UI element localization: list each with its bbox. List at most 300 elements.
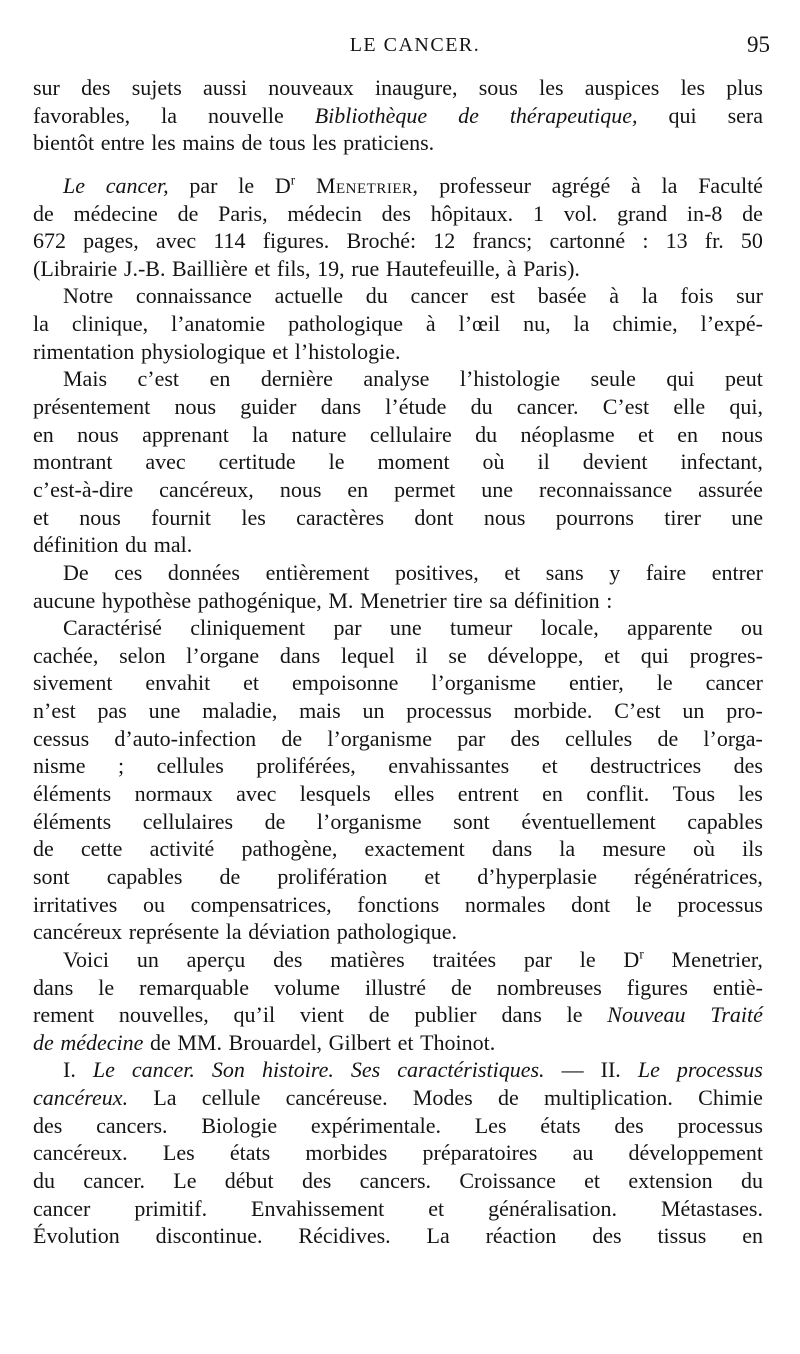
word <box>424 863 440 891</box>
text-fragment: des <box>381 200 411 226</box>
text-fragment: Envahissement <box>251 1195 385 1221</box>
word <box>556 504 634 532</box>
word <box>609 282 619 310</box>
text-fragment: : <box>642 228 649 254</box>
text-fragment: 1 <box>532 200 544 226</box>
word <box>241 504 265 532</box>
text-fragment: la <box>661 172 678 198</box>
text-fragment: morbides <box>305 1140 388 1166</box>
word <box>453 808 490 836</box>
text-fragment: Son <box>211 1057 245 1083</box>
text-line <box>33 448 763 476</box>
word <box>125 531 147 559</box>
text-fragment: francs; <box>472 228 533 254</box>
word <box>410 282 467 310</box>
word <box>33 227 66 255</box>
word <box>137 946 159 974</box>
text-fragment: cachée, <box>33 642 99 668</box>
word <box>33 863 70 891</box>
text-fragment: cancer. <box>83 1167 145 1193</box>
text-fragment: Chimie <box>698 1085 763 1111</box>
text-fragment: aperçu <box>186 946 246 972</box>
text-fragment: par <box>523 946 552 972</box>
text-fragment: avec <box>236 781 277 807</box>
text-line <box>33 421 763 449</box>
text-fragment: C’est <box>602 394 650 420</box>
text-fragment: certitude <box>218 449 296 475</box>
text-fragment: nous <box>483 504 526 530</box>
word <box>657 669 673 697</box>
word <box>145 669 210 697</box>
text-fragment: Métastases. <box>660 1195 763 1221</box>
text-line <box>63 946 763 974</box>
word <box>33 835 54 863</box>
word <box>479 74 518 102</box>
text-fragment: dans <box>279 642 321 668</box>
word <box>156 1222 263 1250</box>
word <box>119 642 165 670</box>
word <box>33 102 130 130</box>
word <box>539 476 672 504</box>
text-line <box>33 697 763 725</box>
text-fragment: Le <box>63 172 85 198</box>
text-fragment: D <box>274 172 291 198</box>
text-fragment: la <box>252 421 269 447</box>
text-fragment: D <box>623 946 640 972</box>
text-fragment: Faculté <box>698 172 763 198</box>
word <box>118 752 124 780</box>
word <box>569 669 624 697</box>
text-fragment: cancéreux <box>33 919 123 945</box>
text-fragment: développement <box>628 1140 763 1166</box>
text-fragment: nous <box>77 421 119 447</box>
text-fragment: de <box>657 725 679 751</box>
text-fragment: Biologie <box>201 1112 278 1138</box>
text-fragment: présentement <box>33 394 151 420</box>
word <box>134 1195 207 1223</box>
text-line <box>33 1222 763 1250</box>
text-fragment: — <box>561 1057 584 1083</box>
word <box>254 255 270 283</box>
text-fragment: l’œil <box>458 311 501 337</box>
word <box>317 255 345 283</box>
word <box>212 1056 245 1084</box>
word <box>177 1029 222 1057</box>
word <box>460 365 560 393</box>
word <box>213 227 245 255</box>
text-line <box>33 725 763 753</box>
word <box>397 1056 544 1084</box>
text-fragment: de <box>281 725 303 751</box>
text-fragment: envahit <box>145 670 211 696</box>
text-fragment: seule <box>590 366 636 392</box>
word <box>142 421 229 449</box>
word <box>481 476 513 504</box>
text-fragment: qui <box>668 102 697 128</box>
word <box>145 448 185 476</box>
text-fragment: nu, <box>523 311 551 337</box>
word <box>477 863 597 891</box>
word <box>646 559 686 587</box>
text-fragment: morbide. <box>513 698 593 724</box>
text-fragment: positives, <box>395 559 479 585</box>
word <box>433 946 497 974</box>
text-fragment: l’organe <box>186 642 260 668</box>
text-fragment: dont <box>571 891 611 917</box>
text-fragment: 12 <box>433 228 456 254</box>
word <box>666 365 694 393</box>
word <box>136 282 252 310</box>
text-fragment: médecine <box>73 200 158 226</box>
word <box>33 1112 62 1140</box>
text-fragment: par <box>333 615 362 641</box>
text-fragment: sur <box>33 75 60 100</box>
text-fragment: de <box>451 974 472 1000</box>
text-fragment: cellules <box>565 725 633 751</box>
word <box>584 1167 600 1195</box>
text-fragment: praticiens. <box>343 130 435 156</box>
text-fragment: et <box>541 753 558 779</box>
text-fragment: les <box>738 781 763 807</box>
word <box>484 504 526 532</box>
text-fragment: inaugure, <box>375 75 458 100</box>
text-fragment: discontinue. <box>155 1223 263 1249</box>
text-fragment: Menetrier, <box>671 946 763 972</box>
word <box>662 172 678 200</box>
word <box>189 172 217 200</box>
text-fragment: cliniquement <box>190 615 306 641</box>
word <box>141 338 266 366</box>
text-fragment: de <box>219 863 241 889</box>
text-fragment: se <box>448 642 467 668</box>
text-fragment: capables <box>687 808 763 834</box>
text-fragment: dont <box>414 504 454 530</box>
text-fragment: l’orga- <box>703 725 763 751</box>
word <box>398 1029 414 1057</box>
text-fragment: I. <box>63 1057 76 1083</box>
word <box>241 129 262 157</box>
word <box>539 74 563 102</box>
text-fragment: à <box>425 311 436 337</box>
word <box>329 1029 391 1057</box>
word <box>698 476 763 504</box>
word <box>274 974 340 1002</box>
text-fragment: rue <box>351 255 380 281</box>
word <box>139 974 249 1002</box>
text-fragment: et <box>397 1029 414 1055</box>
word <box>74 200 158 228</box>
word <box>388 752 509 780</box>
text-fragment: Modes <box>412 1085 473 1111</box>
text-line <box>33 310 763 338</box>
text-fragment: un <box>682 698 705 724</box>
word <box>741 227 763 255</box>
text-fragment: cancer <box>410 283 468 309</box>
text-fragment: extension <box>628 1167 713 1193</box>
word <box>369 1001 390 1029</box>
text-fragment: apprenant <box>142 421 229 447</box>
text-fragment: Baillière <box>172 255 248 281</box>
text-fragment: nouvelles, <box>118 1002 209 1028</box>
text-fragment: de <box>241 130 263 156</box>
word <box>617 200 667 228</box>
word <box>385 393 446 421</box>
word <box>33 310 49 338</box>
text-fragment: apparente <box>627 615 713 641</box>
word <box>607 1001 685 1029</box>
text-fragment: rement <box>33 1002 95 1028</box>
text-fragment: sujets <box>131 75 182 100</box>
text-fragment: représente <box>128 919 220 945</box>
word <box>540 1112 580 1140</box>
word <box>559 835 575 863</box>
word <box>220 863 241 891</box>
text-fragment: régénératrices, <box>634 863 763 889</box>
text-fragment: cartonné <box>549 228 626 254</box>
text-fragment: Bibliothèque <box>314 102 428 128</box>
text-fragment: Paris). <box>523 255 580 281</box>
text-line <box>33 476 763 504</box>
text-fragment: néoplasme <box>520 421 615 447</box>
word <box>178 200 199 228</box>
word <box>98 974 114 1002</box>
word <box>316 172 419 200</box>
text-fragment: le <box>635 891 652 917</box>
text-line <box>63 172 763 200</box>
superscript: r <box>639 946 644 962</box>
word <box>156 227 196 255</box>
text-fragment: une <box>481 476 513 502</box>
text-fragment: pages, <box>83 228 139 254</box>
text-line <box>33 669 763 697</box>
text-fragment: rimentation <box>33 338 135 364</box>
word <box>275 282 343 310</box>
text-line <box>33 1195 763 1223</box>
word <box>642 227 648 255</box>
word <box>299 697 341 725</box>
text-fragment: hôpitaux. <box>430 200 514 226</box>
text-fragment: un <box>362 698 385 724</box>
word <box>542 780 563 808</box>
word <box>261 365 333 393</box>
word <box>311 1112 441 1140</box>
page-number: 95 <box>747 32 770 57</box>
text-fragment: Le <box>92 1057 115 1083</box>
word <box>504 559 520 587</box>
text-fragment: M. <box>328 587 354 613</box>
text-fragment: du <box>470 394 493 420</box>
word <box>606 587 612 615</box>
word <box>693 835 715 863</box>
text-fragment: des <box>510 725 540 751</box>
text-fragment: tumeur <box>450 615 513 641</box>
text-fragment: multiplication. <box>543 1085 673 1111</box>
word <box>523 310 551 338</box>
word <box>63 559 89 587</box>
word <box>292 421 347 449</box>
text-fragment: pathogène, <box>241 836 338 862</box>
text-fragment: définition <box>33 532 119 558</box>
text-line <box>63 1056 763 1084</box>
word <box>33 974 73 1002</box>
word <box>657 725 678 753</box>
word <box>736 282 763 310</box>
word <box>360 1167 431 1195</box>
text-fragment: cessus <box>33 725 90 751</box>
text-fragment: Les <box>162 1140 195 1166</box>
word <box>101 129 145 157</box>
word <box>33 338 134 366</box>
word <box>102 587 191 615</box>
word <box>161 102 177 130</box>
word <box>457 725 485 753</box>
text-line <box>33 891 763 919</box>
word <box>465 891 546 919</box>
text-fragment: le <box>238 172 255 198</box>
text-fragment: c’est <box>137 366 180 392</box>
word <box>661 1195 763 1223</box>
word <box>219 448 296 476</box>
text-fragment: connaissance <box>135 283 252 309</box>
word <box>614 1112 643 1140</box>
text-fragment: bientôt <box>33 130 95 156</box>
word <box>501 1001 541 1029</box>
text-fragment: permet <box>394 476 456 502</box>
word <box>275 172 295 200</box>
word <box>333 614 361 642</box>
text-fragment: figures <box>626 974 688 1000</box>
text-fragment: états <box>540 1112 581 1138</box>
word <box>492 835 532 863</box>
word <box>236 780 276 808</box>
word <box>230 1139 270 1167</box>
text-fragment: cette <box>80 836 123 862</box>
text-fragment: processus <box>677 1112 763 1138</box>
word <box>710 1001 763 1029</box>
word <box>491 282 515 310</box>
word <box>609 559 620 587</box>
word <box>33 1029 54 1057</box>
text-fragment: : <box>606 587 613 613</box>
text-fragment: entre <box>100 130 145 156</box>
text-fragment: en <box>347 476 369 502</box>
text-line <box>33 587 763 615</box>
word <box>677 1056 763 1084</box>
word <box>614 697 660 725</box>
word <box>627 974 688 1002</box>
word <box>287 200 362 228</box>
word <box>33 808 111 836</box>
word <box>636 891 652 919</box>
text-fragment: développe, <box>487 642 584 668</box>
word <box>533 200 544 228</box>
text-fragment: début <box>224 1167 274 1193</box>
word <box>641 642 669 670</box>
text-fragment: en <box>33 421 54 447</box>
word <box>427 1222 450 1250</box>
word <box>439 172 531 200</box>
text-fragment: nouveaux <box>268 75 354 100</box>
word <box>666 227 688 255</box>
text-fragment: maladie, <box>202 698 278 724</box>
text-fragment: processus <box>677 891 763 917</box>
word <box>33 476 133 504</box>
word <box>413 1084 473 1112</box>
word <box>124 255 166 283</box>
text-fragment: illustré <box>364 974 427 1000</box>
text-fragment: ou <box>740 615 763 641</box>
word <box>163 1139 195 1167</box>
text-fragment: les <box>241 504 266 530</box>
word <box>295 338 401 366</box>
text-fragment: ; <box>118 753 125 779</box>
word <box>377 448 449 476</box>
word <box>514 587 600 615</box>
word <box>234 1001 276 1029</box>
text-fragment: des <box>33 1112 63 1138</box>
text-fragment: envahissantes <box>388 753 510 779</box>
text-fragment: chimie, <box>612 311 678 337</box>
text-fragment: il <box>537 449 550 475</box>
word <box>725 365 763 393</box>
text-line <box>33 200 763 228</box>
text-fragment: cancer <box>33 1195 91 1221</box>
word <box>562 1056 584 1084</box>
text-fragment: processus <box>406 698 492 724</box>
text-line <box>33 1167 763 1195</box>
word <box>475 421 497 449</box>
word <box>701 310 763 338</box>
text-fragment: la <box>559 836 576 862</box>
text-fragment: entiè- <box>712 974 763 1000</box>
word <box>151 129 175 157</box>
word <box>149 697 181 725</box>
word <box>738 780 762 808</box>
text-fragment: tous <box>268 130 306 156</box>
text-fragment: capables <box>106 863 183 889</box>
text-fragment: nous <box>174 394 217 420</box>
word <box>33 1222 120 1250</box>
word <box>459 310 501 338</box>
text-fragment: de <box>368 1002 390 1028</box>
text-fragment: de <box>150 1029 171 1055</box>
word <box>33 918 122 946</box>
word <box>657 1222 706 1250</box>
text-fragment: tissus <box>657 1223 707 1249</box>
word <box>63 614 162 642</box>
text-fragment: qui <box>640 642 669 668</box>
text-fragment: pathologique. <box>336 919 458 945</box>
word <box>673 780 715 808</box>
text-fragment: cancéreux. <box>33 1085 129 1111</box>
word <box>486 1222 557 1250</box>
text-fragment: in-8 <box>686 200 723 226</box>
word <box>132 74 182 102</box>
text-fragment: du <box>125 532 148 558</box>
word <box>604 642 620 670</box>
word <box>33 587 95 615</box>
word <box>175 393 217 421</box>
text-fragment: les <box>539 75 564 100</box>
word <box>681 74 705 102</box>
text-line <box>33 918 763 946</box>
word <box>33 255 117 283</box>
text-fragment: cancer. <box>131 1057 195 1083</box>
text-fragment: selon <box>119 642 166 668</box>
text-fragment: figures. <box>262 228 330 254</box>
word <box>517 393 579 421</box>
text-fragment: Hautefeuille, <box>385 255 501 281</box>
